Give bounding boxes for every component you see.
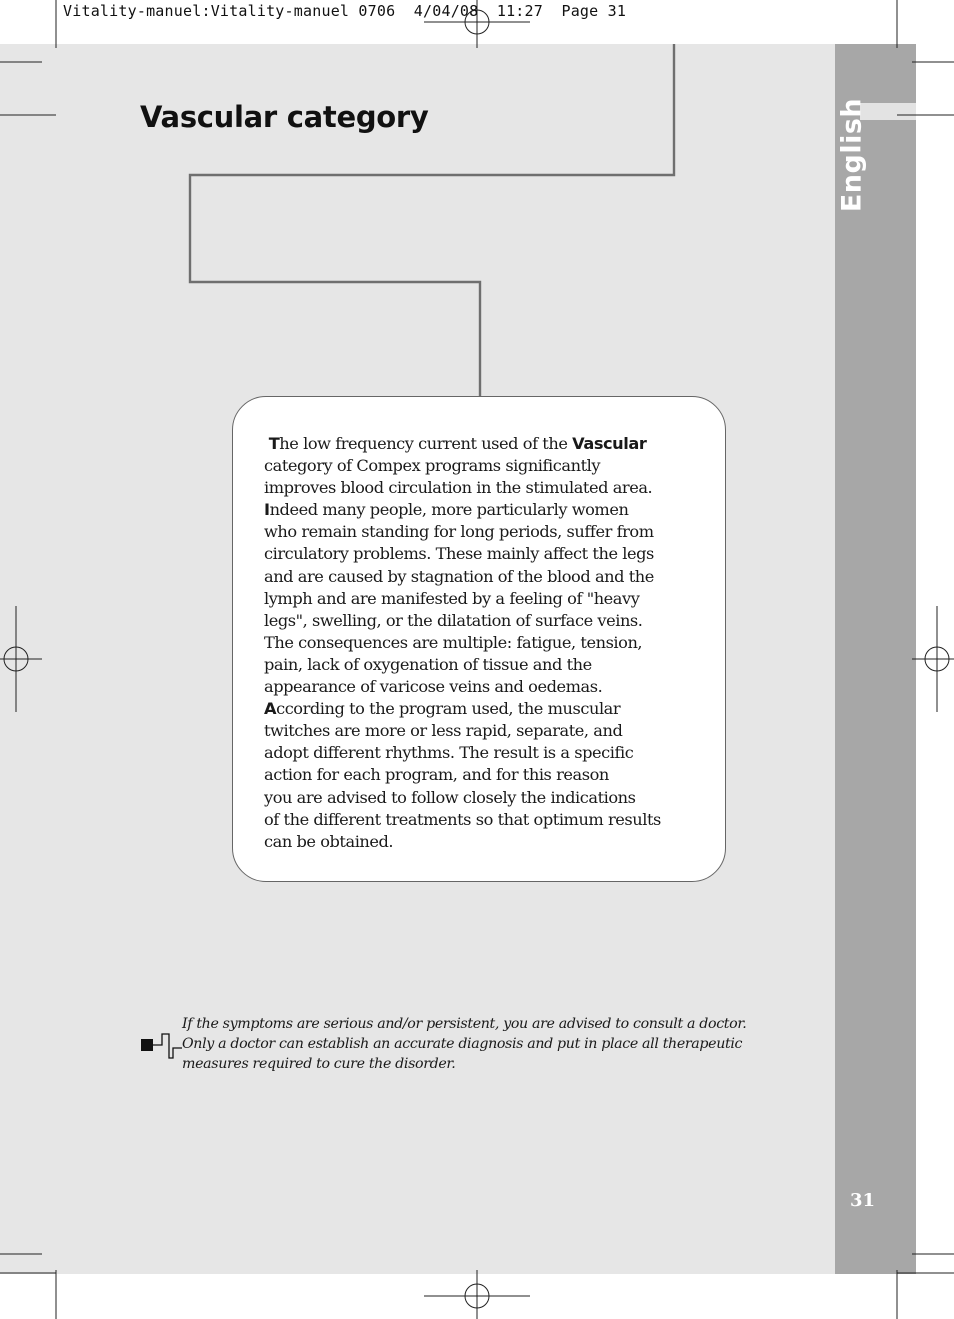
paragraph-line: category of Compex programs significantly [264, 456, 601, 476]
page-title: Vascular category [140, 100, 429, 134]
paragraph-line: Indeed many people, more particularly women [264, 500, 629, 520]
pulse-icon [140, 1032, 184, 1062]
paragraph-line: you are advised to follow closely the indications [264, 787, 636, 807]
note-line: If the symptoms are serious and/or persistent, you are advised to consult a doctor. [182, 1016, 747, 1032]
page-number: 31 [850, 1190, 876, 1211]
registration-mark-bottom [424, 1270, 530, 1319]
paragraph-line: can be obtained. [264, 831, 394, 851]
print-slug-line: Vitality-manuel:Vitality-manuel 0706 4/04/08 11:27 Page 31 [63, 2, 627, 20]
registration-mark-right [912, 606, 954, 712]
registration-mark-left [0, 606, 42, 712]
paragraph-line: adopt different rhythms. The result is a specific [264, 743, 634, 763]
paragraph-line: and are caused by stagnation of the blood and the [264, 566, 654, 586]
paragraph-line: The consequences are multiple: fatigue, tension, [264, 632, 643, 652]
connector-line [190, 44, 674, 396]
paragraph-line: who remain standing for long periods, suffer from [264, 522, 654, 542]
paragraph-line: legs", swelling, or the dilatation of surface veins. [264, 610, 643, 630]
paragraph-line: According to the program used, the muscular [264, 699, 621, 719]
language-label: English [836, 97, 868, 213]
paragraph-line: twitches are more or less rapid, separate, and [264, 721, 623, 741]
medical-advice-note [182, 1014, 822, 1074]
paragraph-line: appearance of varicose veins and oedemas. [264, 677, 603, 697]
paragraph-line: pain, lack of oxygenation of tissue and the [264, 654, 592, 674]
paragraph-line: improves blood circulation in the stimulated area. [264, 478, 653, 498]
drop-cap: A [264, 699, 277, 719]
paragraph-line: lymph and are manifested by a feeling of "heavy [264, 588, 640, 608]
paragraph-line: of the different treatments so that optimum results [264, 809, 661, 829]
paragraph-line: action for each program, and for this reason [264, 765, 609, 785]
paragraph-line: circulatory problems. These mainly affect the legs [264, 544, 654, 564]
description-text [264, 433, 704, 853]
drop-cap: T [268, 434, 280, 453]
paragraph-line: The low frequency current used of the Vascular [268, 434, 647, 453]
note-line: Only a doctor can establish an accurate diagnosis and put in place all therapeutic [182, 1036, 743, 1052]
note-line: measures required to cure the disorder. [182, 1056, 456, 1072]
drop-cap: I [264, 500, 270, 520]
category-keyword: Vascular [572, 434, 647, 453]
